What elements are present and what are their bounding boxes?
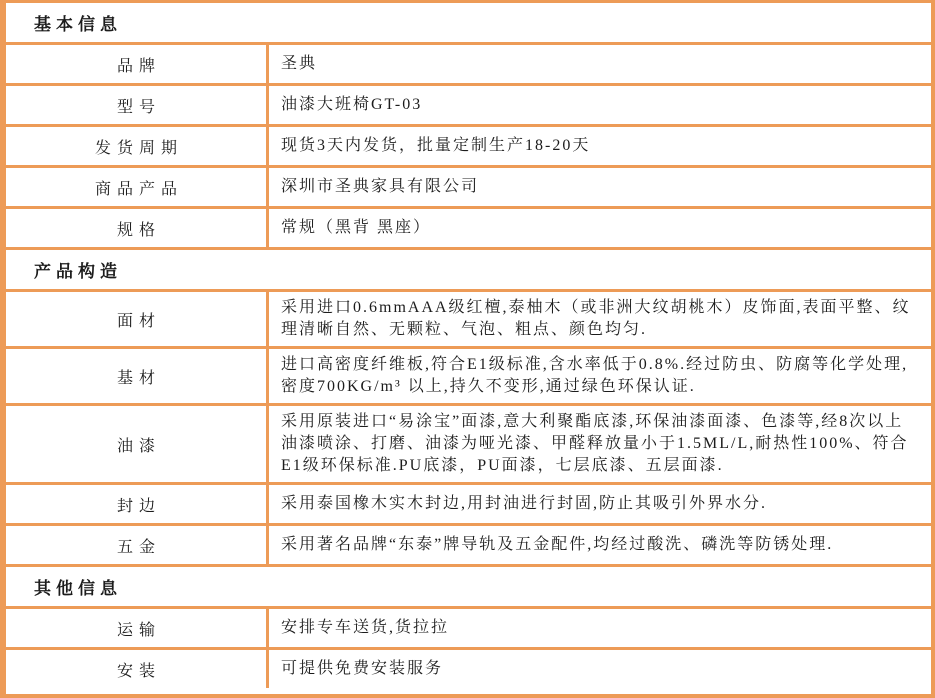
table-row — [6, 165, 931, 206]
row-label-transport: 运输 — [6, 609, 269, 647]
row-value-hardware: 采用著名品牌“东泰”牌导轨及五金配件,均经过酸洗、磷洗等防锈处理. — [281, 536, 834, 553]
row-label-surface-material: 面材 — [6, 292, 269, 346]
table-row — [6, 647, 931, 688]
section-header-basic-info — [6, 3, 931, 42]
row-label-installation: 安装 — [6, 650, 269, 688]
row-value-paint: 采用原装进口“易涂宝”面漆,意大利聚酯底漆,环保油漆面漆、色漆等,经8次以上油漆喷涂、打磨、油漆为哑光漆、甲醛释放量小于1.5ML/L,耐热性100%、符合E1级环保标准.PU底漆，PU面漆，七层底漆、五层面漆. — [281, 413, 909, 474]
table-row — [6, 482, 931, 523]
row-label-hardware: 五金 — [6, 526, 269, 564]
row-label-brand: 品牌 — [6, 45, 269, 83]
row-label-delivery-cycle: 发货周期 — [6, 127, 269, 165]
row-value-delivery-cycle: 现货3天内发货，批量定制生产18-20天 — [281, 137, 591, 154]
table-row — [6, 206, 931, 247]
row-value-installation: 可提供免费安装服务 — [281, 660, 444, 677]
row-label-edge-sealing: 封边 — [6, 485, 269, 523]
row-value-manufacturer: 深圳市圣典家具有限公司 — [281, 178, 480, 195]
table-row — [6, 83, 931, 124]
table-row — [6, 606, 931, 647]
row-label-base-material: 基材 — [6, 349, 269, 403]
section-header-product-structure — [6, 247, 931, 289]
table-row — [6, 124, 931, 165]
row-label-paint: 油漆 — [6, 406, 269, 482]
table-row — [6, 523, 931, 564]
table-row — [6, 289, 931, 346]
section-title: 基本信息 — [34, 15, 122, 34]
row-value-brand: 圣典 — [281, 55, 318, 72]
table-row — [6, 42, 931, 83]
row-label-manufacturer: 商品产品 — [6, 168, 269, 206]
section-header-other-info — [6, 564, 931, 606]
row-label-model: 型号 — [6, 86, 269, 124]
row-value-surface-material: 采用进口0.6mmAAA级红檀,泰柚木（或非洲大纹胡桃木）皮饰面,表面平整、纹理清晰自然、无颗粒、气泡、粗点、颜色均匀. — [281, 299, 911, 338]
section-title: 产品构造 — [34, 262, 122, 281]
row-label-specification: 规格 — [6, 209, 269, 247]
table-row — [6, 403, 931, 482]
row-value-specification: 常规（黑背 黑座） — [281, 219, 432, 236]
row-value-model: 油漆大班椅GT-03 — [281, 96, 423, 113]
row-value-edge-sealing: 采用泰国橡木实木封边,用封油进行封固,防止其吸引外界水分. — [281, 495, 768, 512]
section-title: 其他信息 — [34, 579, 122, 598]
row-value-base-material: 进口高密度纤维板,符合E1级标准,含水率低于0.8%.经过防虫、防腐等化学处理,密度700KG/m³ 以上,持久不变形,通过绿色环保认证. — [281, 356, 909, 395]
table-row — [6, 346, 931, 403]
row-value-transport: 安排专车送货,货拉拉 — [281, 619, 450, 636]
